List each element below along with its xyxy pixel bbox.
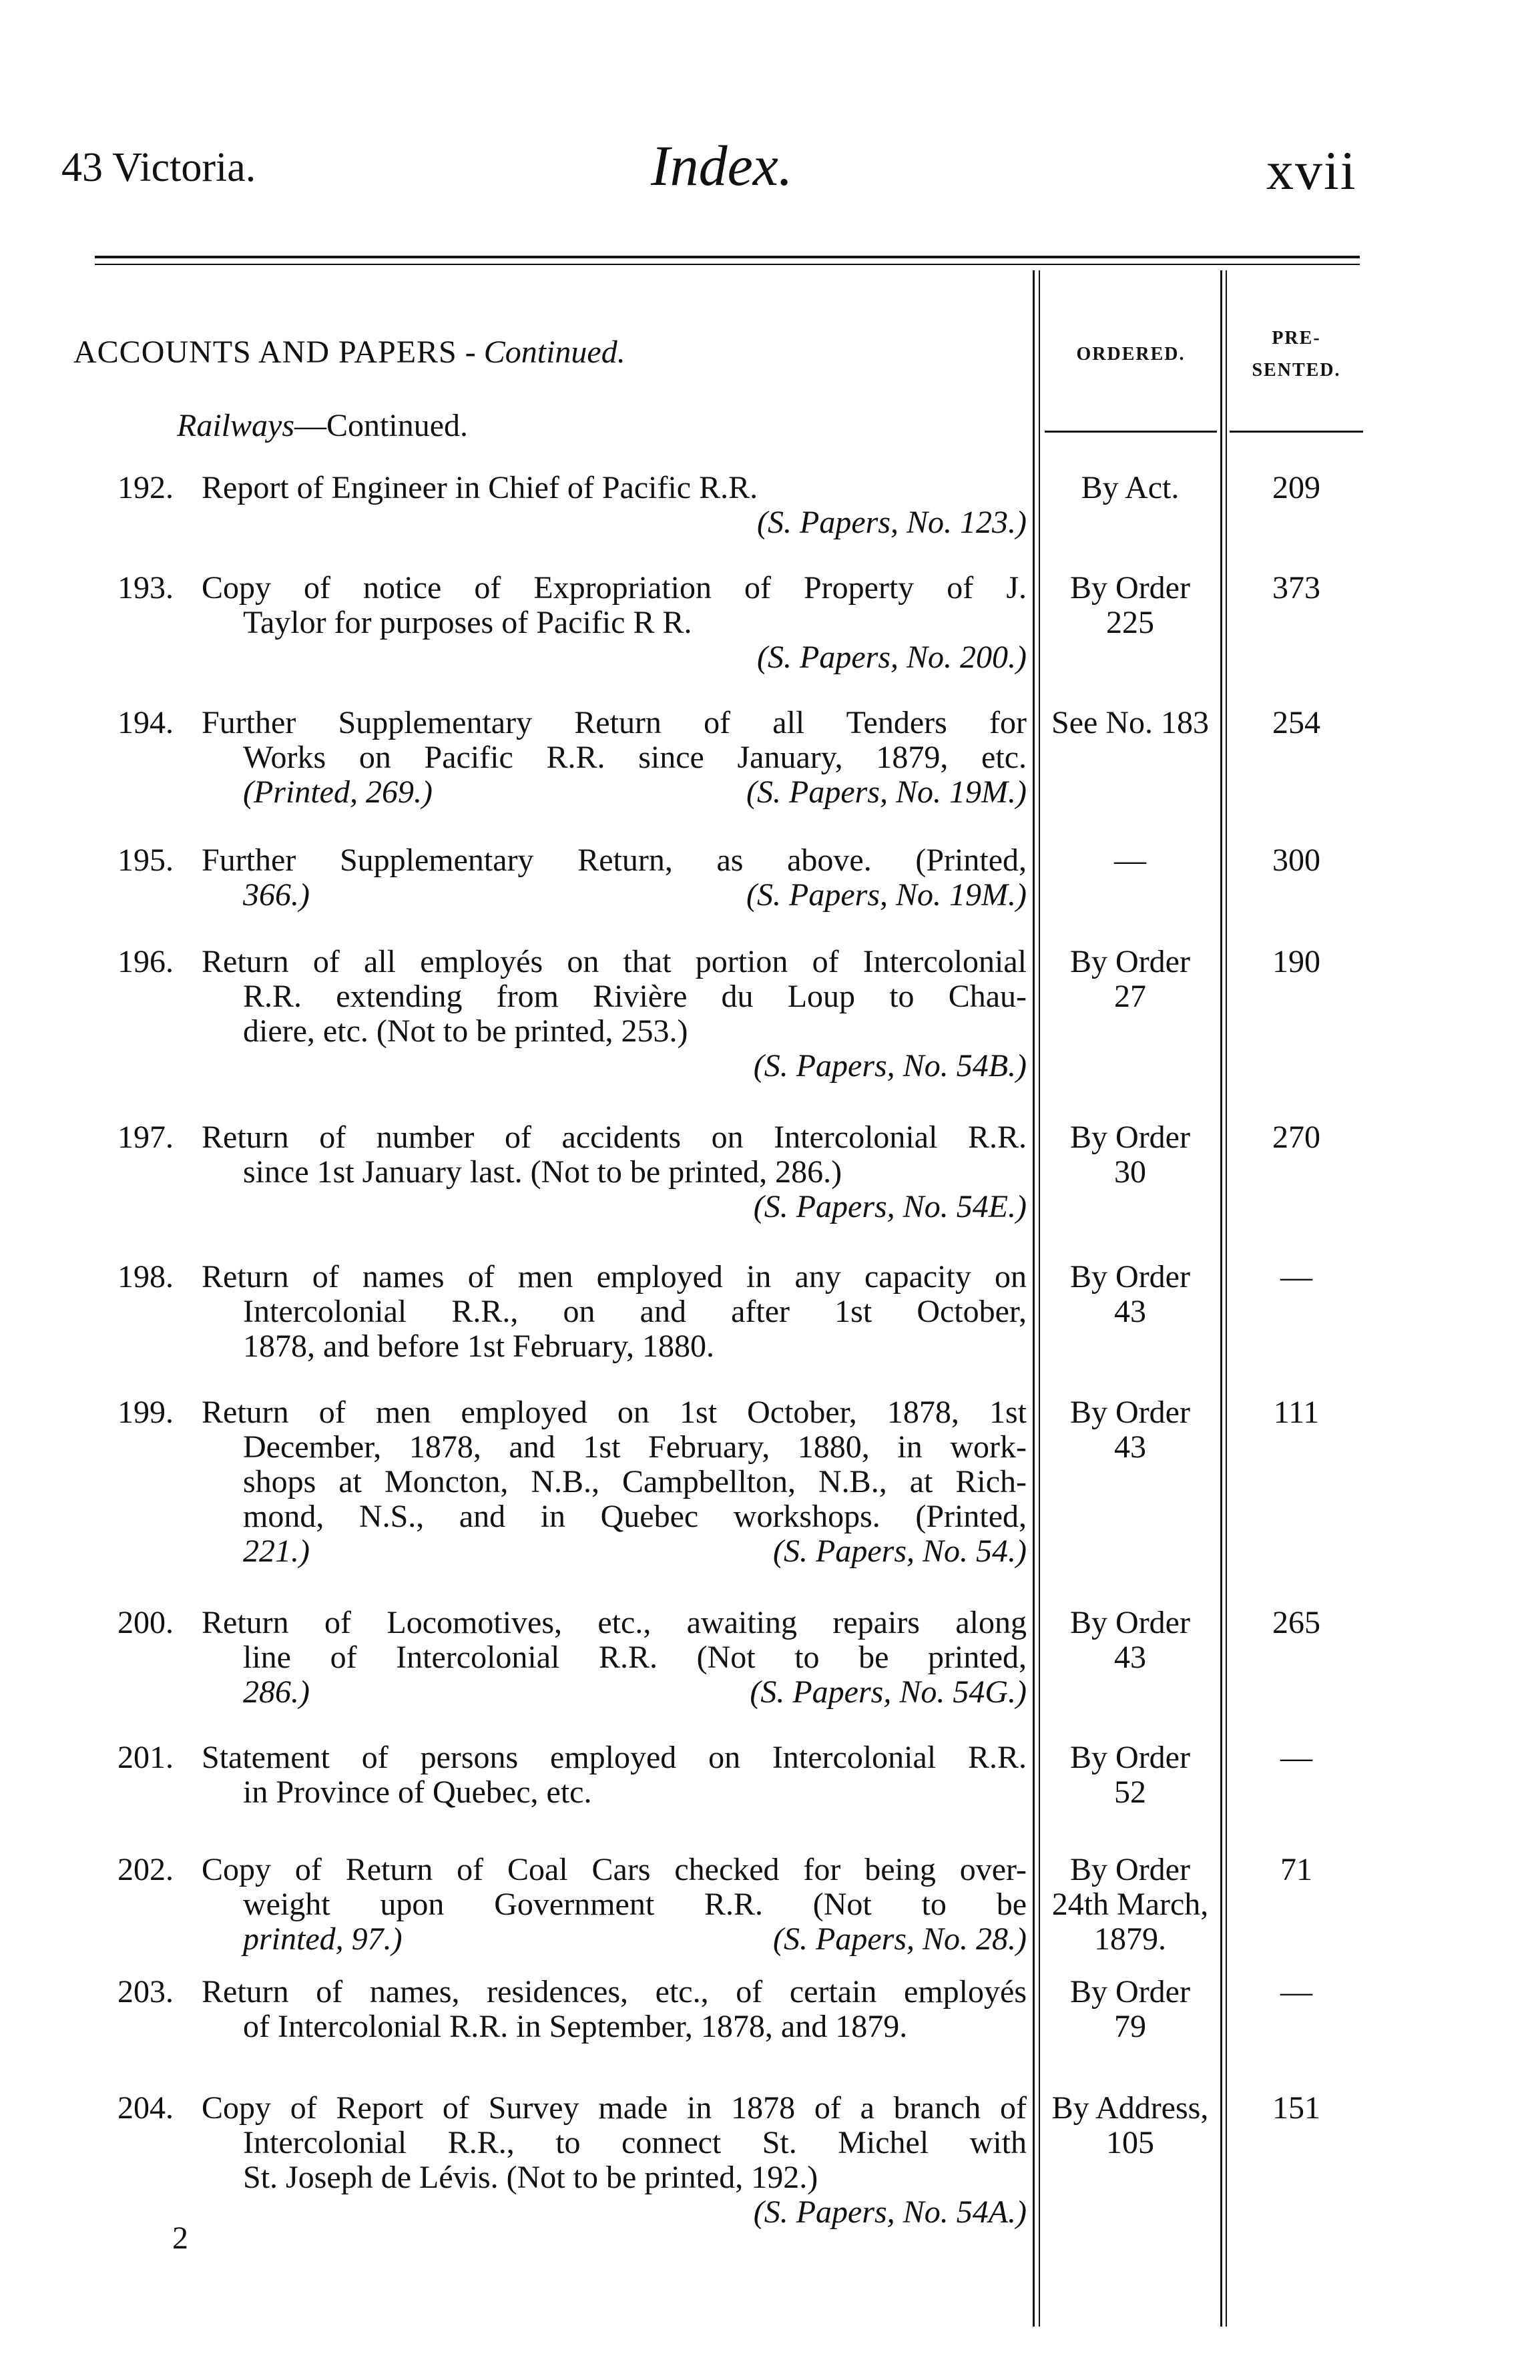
entry-description-line: since 1st January last. (Not to be printed, 286.) — [243, 1154, 842, 1190]
subsection-name: Railways — [177, 408, 294, 443]
entry-sessional-paper-ref: (S. Papers, No. 54A.) — [753, 2194, 1027, 2230]
column-header-presented-line2: SENTED. — [1252, 360, 1341, 381]
entry-ordered — [1043, 945, 1218, 1014]
entry-description — [202, 945, 1027, 1084]
entry-description-line: of Intercolonial R.R. in September, 1878, and 1879. — [243, 2009, 908, 2044]
entry-description-line: Return of names of men employed in any capacity on — [202, 1259, 1027, 1294]
entry-ordered-line: 105 — [1106, 2125, 1154, 2160]
entry-sessional-paper-ref: (S. Papers, No. 54.) — [773, 1533, 1027, 1569]
section-continued: - Continued. — [457, 334, 625, 370]
column-divider-right-inner — [1226, 270, 1227, 2327]
entry-ordered — [1043, 1740, 1218, 1810]
entry-ordered-line: 52 — [1114, 1774, 1146, 1810]
entry-description-line: Statement of persons employed on Intercolonial R.R. — [202, 1740, 1027, 1775]
entry-sessional-paper-ref: (S. Papers, No. 54B.) — [753, 1048, 1027, 1084]
entry-number: 195. — [117, 843, 174, 878]
entry-number: 194. — [117, 705, 174, 740]
entry-sessional-paper-ref: (S. Papers, No. 28.) — [773, 1921, 1027, 1957]
column-header-presented — [1230, 322, 1363, 387]
entry-description-line: Copy of notice of Expropriation of Property of J. — [202, 570, 1027, 606]
entry-reference-line — [202, 1922, 1027, 1957]
entry-sessional-paper-ref: (S. Papers, No. 54G.) — [750, 1674, 1027, 1710]
entry-reference-line — [202, 2195, 1027, 2230]
entry-description-line: Taylor for purposes of Pacific R R. — [243, 605, 692, 640]
entry-description-line: Further Supplementary Return of all Tenders for — [202, 705, 1027, 740]
entry-ordered-line: 79 — [1114, 2009, 1146, 2044]
entry-number: 198. — [117, 1259, 174, 1294]
entry-description-line: Return of Locomotives, etc., awaiting repairs along — [202, 1605, 1027, 1640]
header-session: 43 Victoria. — [61, 145, 256, 190]
entry-description-line: Copy of Return of Coal Cars checked for being over- — [202, 1852, 1027, 1887]
entry-ordered-line: 43 — [1114, 1640, 1146, 1675]
entry-printed-note: 221.) — [243, 1533, 310, 1569]
entry-ordered-line: By Order — [1070, 1605, 1190, 1640]
entry-presented: 265 — [1272, 1605, 1320, 1640]
header-title: Index. — [651, 134, 793, 198]
header-rule-thick — [95, 256, 1360, 258]
entry-description — [202, 2091, 1027, 2230]
entry-description-line: in Province of Quebec, etc. — [243, 1774, 592, 1810]
entry-presented: 373 — [1272, 570, 1320, 606]
entry-presented: 151 — [1272, 2090, 1320, 2126]
entry-description-line: line of Intercolonial R.R. (Not to be printed, — [243, 1640, 1027, 1675]
column-header-rule-presented — [1230, 431, 1363, 433]
entry-presented: 254 — [1272, 705, 1320, 740]
entry-ordered-line: By Order — [1070, 1395, 1190, 1430]
entry-description — [202, 1740, 1027, 1810]
entry-presented: 209 — [1272, 470, 1320, 505]
entry-description-line: diere, etc. (Not to be printed, 253.) — [243, 1013, 688, 1049]
entry-number: 197. — [117, 1120, 174, 1155]
entry-presented: — — [1280, 1974, 1312, 2009]
entry-ordered-line: By Order — [1070, 1974, 1190, 2009]
entry-description-line: December, 1878, and 1st February, 1880, in work- — [243, 1429, 1027, 1465]
entry-printed-note: printed, 97.) — [243, 1921, 403, 1957]
entry-description-line: shops at Moncton, N.B., Campbellton, N.B., at Rich- — [243, 1464, 1027, 1499]
entry-ordered — [1043, 1395, 1218, 1465]
entry-presented: 111 — [1273, 1395, 1320, 1430]
entry-description — [202, 843, 1027, 913]
signature-mark: 2 — [172, 2220, 188, 2256]
entry-description-line: mond, N.S., and in Quebec workshops. (Printed, — [243, 1499, 1027, 1534]
entry-description — [202, 571, 1027, 675]
entry-description-line: Copy of Report of Survey made in 1878 of a branch of — [202, 2090, 1027, 2126]
entry-description-line: R.R. extending from Rivière du Loup to Chau- — [243, 979, 1027, 1014]
entry-description-line: Further Supplementary Return, as above. (Printed, — [202, 843, 1027, 878]
entry-ordered-line: By Order — [1070, 1259, 1190, 1294]
entry-printed-note: (Printed, 269.) — [243, 774, 433, 810]
entry-presented: 190 — [1272, 944, 1320, 979]
entry-ordered — [1043, 843, 1218, 878]
entry-number: 196. — [117, 944, 174, 979]
entry-number: 199. — [117, 1395, 174, 1430]
entry-ordered — [1043, 2091, 1218, 2160]
entry-number: 203. — [117, 1974, 174, 2009]
entry-printed-note: 366.) — [243, 877, 310, 913]
entry-sessional-paper-ref: (S. Papers, No. 123.) — [757, 505, 1027, 540]
entry-description-line: Report of Engineer in Chief of Pacific R.R. — [202, 470, 758, 505]
column-divider-right — [1220, 270, 1222, 2327]
column-divider-left — [1033, 270, 1035, 2327]
entry-sessional-paper-ref: (S. Papers, No. 19M.) — [746, 774, 1027, 810]
entry-ordered-line: By Order — [1070, 1852, 1190, 1887]
entry-reference-line — [202, 1675, 1027, 1710]
entry-ordered-line: By Order — [1070, 944, 1190, 979]
entry-description — [202, 1260, 1027, 1364]
entry-reference-line — [202, 640, 1027, 675]
entry-number: 192. — [117, 470, 174, 505]
entry-presented: 270 — [1272, 1120, 1320, 1155]
entry-ordered-line: By Order — [1070, 1740, 1190, 1775]
entry-ordered-line: 225 — [1106, 605, 1154, 640]
entry-ordered-line: 27 — [1114, 979, 1146, 1014]
entry-reference-line — [202, 878, 1027, 913]
header-page-number: xvii — [1266, 140, 1357, 201]
entry-ordered-line: 43 — [1114, 1429, 1146, 1465]
entry-description-line: Return of number of accidents on Intercolonial R.R. — [202, 1120, 1027, 1155]
entry-number: 193. — [117, 570, 174, 606]
entry-number: 200. — [117, 1605, 174, 1640]
entry-description-line: Return of men employed on 1st October, 1878, 1st — [202, 1395, 1027, 1430]
entry-reference-line — [202, 1049, 1027, 1084]
column-header-ordered: ORDERED. — [1076, 344, 1186, 365]
header-rule-thin — [95, 264, 1360, 265]
entry-number: 204. — [117, 2090, 174, 2126]
entry-ordered-line: 30 — [1114, 1154, 1146, 1190]
entry-ordered — [1043, 471, 1218, 505]
entry-description-line: 1878, and before 1st February, 1880. — [243, 1329, 715, 1364]
column-divider-left-inner — [1039, 270, 1040, 2327]
entry-description — [202, 1120, 1027, 1224]
entry-presented: 71 — [1280, 1852, 1312, 1887]
entry-description-line: weight upon Government R.R. (Not to be — [243, 1887, 1027, 1922]
entry-ordered-line: By Act. — [1081, 470, 1180, 505]
entry-ordered-line: By Order — [1070, 1120, 1190, 1155]
entry-sessional-paper-ref: (S. Papers, No. 19M.) — [746, 877, 1027, 913]
entry-number: 202. — [117, 1852, 174, 1887]
entry-ordered — [1043, 571, 1218, 640]
entry-ordered-line: 43 — [1114, 1294, 1146, 1329]
column-header-rule-ordered — [1045, 431, 1217, 433]
subsection-title — [177, 407, 468, 444]
entry-description — [202, 1853, 1027, 1957]
section-title — [73, 334, 625, 371]
entry-ordered-line: 1879. — [1094, 1921, 1166, 1957]
entry-presented: — — [1280, 1740, 1312, 1775]
entry-presented: 300 — [1272, 843, 1320, 878]
entry-ordered — [1043, 706, 1218, 740]
entry-ordered — [1043, 1120, 1218, 1190]
entry-description-line: Intercolonial R.R., on and after 1st October, — [243, 1294, 1027, 1329]
entry-ordered — [1043, 1853, 1218, 1957]
entry-ordered — [1043, 1975, 1218, 2044]
entry-reference-line — [202, 1534, 1027, 1569]
column-header-presented-line1: PRE- — [1272, 328, 1321, 348]
entry-reference-line — [202, 505, 1027, 540]
entry-reference-line — [202, 775, 1027, 810]
entry-ordered-line: — — [1114, 843, 1146, 878]
entry-description-line: Return of names, residences, etc., of certain employés — [202, 1974, 1027, 2009]
entry-description — [202, 1975, 1027, 2044]
entry-ordered-line: By Address, — [1051, 2090, 1209, 2126]
entry-description-line: Works on Pacific R.R. since January, 1879, etc. — [243, 740, 1027, 775]
entry-description — [202, 471, 1027, 540]
entry-sessional-paper-ref: (S. Papers, No. 54E.) — [753, 1189, 1027, 1224]
entry-printed-note: 286.) — [243, 1674, 310, 1710]
entry-description — [202, 706, 1027, 810]
entry-ordered — [1043, 1606, 1218, 1675]
entry-ordered-line: See No. 183 — [1051, 705, 1209, 740]
entry-number: 201. — [117, 1740, 174, 1775]
entry-description — [202, 1606, 1027, 1710]
entry-description-line: Return of all employés on that portion of Intercolonial — [202, 944, 1027, 979]
entry-description-line: Intercolonial R.R., to connect St. Michel with — [243, 2125, 1027, 2160]
entry-presented: — — [1280, 1259, 1312, 1294]
entry-ordered-line: 24th March, — [1051, 1887, 1209, 1922]
entry-reference-line — [202, 1190, 1027, 1224]
entry-sessional-paper-ref: (S. Papers, No. 200.) — [757, 640, 1027, 675]
entry-ordered — [1043, 1260, 1218, 1329]
entry-description-line: St. Joseph de Lévis. (Not to be printed, 192.) — [243, 2160, 818, 2195]
entry-ordered-line: By Order — [1070, 570, 1190, 606]
entry-description — [202, 1395, 1027, 1569]
subsection-continued: —Continued. — [294, 408, 468, 443]
section-title-text: ACCOUNTS AND PAPERS — [73, 334, 457, 370]
